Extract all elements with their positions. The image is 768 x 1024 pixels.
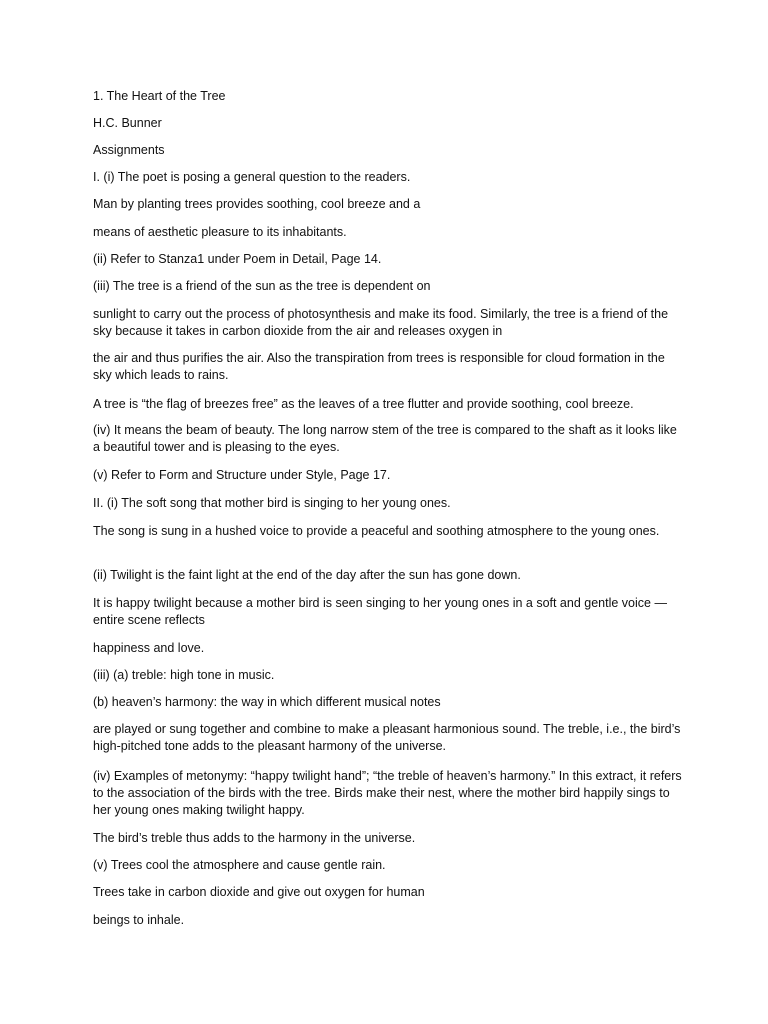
paragraph: sunlight to carry out the process of photosynthesis and make its food. Similarly, the tree is a friend of the sky because it takes in carbon dioxide from the air and releases oxygen in xyxy=(93,307,669,338)
paragraph: Man by planting trees provides soothing, cool breeze and a xyxy=(93,197,421,211)
paragraph: (ii) Refer to Stanza1 under Poem in Detail, Page 14. xyxy=(93,252,382,266)
paragraph: It is happy twilight because a mother bird is seen singing to her young ones in a soft and gentle voice — entire scene reflects xyxy=(93,596,667,627)
paragraph: (iv) Examples of metonymy: “happy twilight hand”; “the treble of heaven’s harmony.” In this extract, it refers to the association of the birds with the tree. Birds make their nest, where the mother bird happily sings to her young ones making twilight happy. xyxy=(93,769,682,817)
paragraph: The bird’s treble thus adds to the harmony in the universe. xyxy=(93,831,416,845)
section-heading: Assignments xyxy=(93,143,165,157)
paragraph: (iii) The tree is a friend of the sun as the tree is dependent on xyxy=(93,279,431,293)
paragraph: beings to inhale. xyxy=(93,913,185,927)
document-author: H.C. Bunner xyxy=(93,116,162,130)
paragraph: Trees take in carbon dioxide and give out oxygen for human xyxy=(93,885,425,899)
paragraph: (iii) (a) treble: high tone in music. xyxy=(93,668,275,682)
paragraph: happiness and love. xyxy=(93,641,205,655)
paragraph: II. (i) The soft song that mother bird is singing to her young ones. xyxy=(93,496,451,510)
paragraph: (v) Refer to Form and Structure under Style, Page 17. xyxy=(93,468,391,482)
paragraph: The song is sung in a hushed voice to provide a peaceful and soothing atmosphere to the young ones. xyxy=(93,524,660,538)
paragraph: A tree is “the flag of breezes free” as the leaves of a tree flutter and provide soothing, cool breeze. xyxy=(93,397,634,411)
paragraph: (ii) Twilight is the faint light at the end of the day after the sun has gone down. xyxy=(93,568,521,582)
paragraph: the air and thus purifies the air. Also the transpiration from trees is responsible for cloud formation in the sky which leads to rains. xyxy=(93,351,665,382)
paragraph: (b) heaven’s harmony: the way in which different musical notes xyxy=(93,695,441,709)
paragraph: (v) Trees cool the atmosphere and cause gentle rain. xyxy=(93,858,386,872)
document-title: 1. The Heart of the Tree xyxy=(93,89,226,103)
paragraph: (iv) It means the beam of beauty. The long narrow stem of the tree is compared to the shaft as it looks like a beautiful tower and is pleasing to the eyes. xyxy=(93,423,677,454)
paragraph: I. (i) The poet is posing a general question to the readers. xyxy=(93,170,411,184)
paragraph: means of aesthetic pleasure to its inhabitants. xyxy=(93,225,347,239)
paragraph: are played or sung together and combine to make a pleasant harmonious sound. The treble, i.e., the bird’s high-pitched tone adds to the pleasant harmony of the universe. xyxy=(93,722,681,753)
